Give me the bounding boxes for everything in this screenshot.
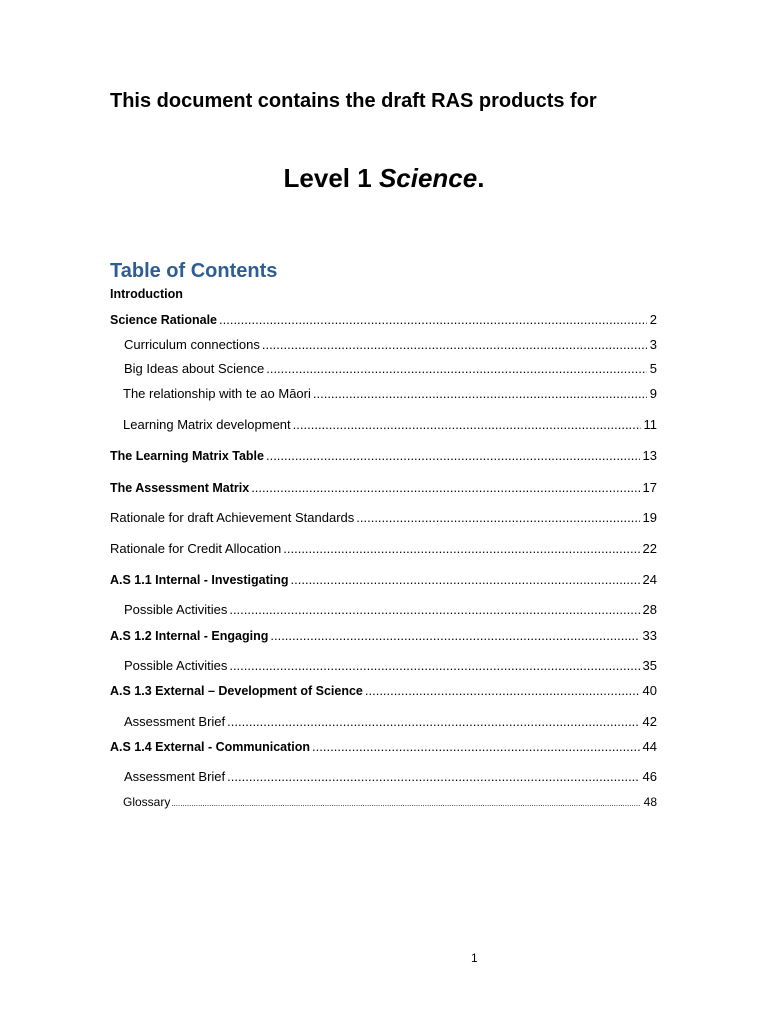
toc-entry-label: Possible Activities (124, 602, 228, 617)
toc-entry-label: The relationship with te ao Māori (123, 386, 311, 401)
toc-entry-label: Big Ideas about Science (124, 361, 265, 376)
toc-entry-page: 24 (642, 572, 657, 587)
toc-dot-leader (171, 796, 640, 812)
toc-dot-leader (365, 683, 640, 699)
toc-entry-rationale-achievement-standards[interactable] (110, 510, 657, 526)
toc-entry-page: 40 (642, 683, 657, 698)
toc-entry-label: Glossary (123, 795, 171, 809)
level-title-subject: Science (378, 163, 478, 193)
toc-dot-leader (266, 361, 647, 377)
toc-entry-assessment-brief-1-4[interactable] (124, 769, 657, 785)
toc-dot-leader (270, 628, 639, 644)
toc-entry-label: A.S 1.1 Internal - Investigating (110, 573, 289, 587)
toc-entry-possible-activities-1-2[interactable] (124, 658, 657, 674)
document-heading: This document contains the draft RAS products for (110, 90, 597, 112)
toc-entry-as-1-4[interactable] (110, 739, 657, 755)
level-title-suffix: . (477, 163, 485, 193)
toc-dot-leader (229, 658, 639, 674)
toc-entry-page: 17 (642, 480, 657, 495)
toc-entry-page: 19 (642, 510, 657, 525)
toc-dot-leader (227, 714, 639, 730)
toc-entry-learning-matrix-development[interactable] (123, 417, 657, 433)
toc-dot-leader (251, 480, 639, 496)
toc-dot-leader (227, 769, 639, 785)
toc-entry-label: A.S 1.2 Internal - Engaging (110, 629, 269, 643)
toc-entry-label: The Learning Matrix Table (110, 449, 264, 463)
toc-entry-introduction[interactable]: Introduction (110, 287, 183, 301)
toc-dot-leader (291, 572, 640, 588)
page-number: 1 (471, 951, 478, 965)
toc-entry-page: 2 (649, 312, 657, 327)
toc-entry-science-rationale[interactable] (110, 312, 657, 328)
toc-dot-leader (313, 386, 647, 402)
toc-dot-leader (266, 448, 640, 464)
level-title-prefix: Level 1 (283, 163, 379, 193)
toc-entry-as-1-3[interactable] (110, 683, 657, 699)
toc-dot-leader (283, 541, 639, 557)
toc-entry-rationale-credit-allocation[interactable] (110, 541, 657, 557)
toc-dot-leader (229, 602, 639, 618)
toc-dot-leader (293, 417, 641, 433)
toc-entry-curriculum-connections[interactable] (124, 337, 657, 353)
toc-dot-leader (356, 510, 639, 526)
toc-entry-page: 42 (642, 714, 657, 729)
toc-entry-label: A.S 1.4 External - Communication (110, 740, 311, 754)
toc-entry-page: 9 (649, 386, 657, 401)
toc-entry-page: 35 (642, 658, 657, 673)
toc-entry-label: A.S 1.3 External – Development of Science (110, 684, 363, 698)
toc-entry-page: 46 (642, 769, 657, 784)
toc-entry-possible-activities-1-1[interactable] (124, 602, 657, 618)
toc-entry-label: The Assessment Matrix (110, 481, 250, 495)
toc-entry-assessment-brief-1-3[interactable] (124, 714, 657, 730)
toc-entry-label: Science Rationale (110, 313, 217, 327)
toc-entry-page: 5 (649, 361, 657, 376)
toc-entry-as-1-2[interactable] (110, 628, 657, 644)
toc-entry-page: 33 (642, 628, 657, 643)
level-title (0, 162, 768, 194)
toc-dot-leader (262, 337, 647, 353)
toc-entry-glossary[interactable] (123, 794, 657, 812)
toc-entry-label: Assessment Brief (124, 714, 226, 729)
toc-dot-leader (219, 312, 647, 328)
toc-entry-as-1-1[interactable] (110, 572, 657, 588)
toc-entry-te-ao-maori[interactable] (123, 386, 657, 402)
toc-entry-page: 13 (642, 448, 657, 463)
toc-entry-big-ideas[interactable] (124, 361, 657, 377)
toc-title: Table of Contents (110, 260, 278, 282)
toc-entry-page: 28 (642, 602, 657, 617)
toc-entry-assessment-matrix[interactable] (110, 480, 657, 496)
toc-entry-label: Rationale for Credit Allocation (110, 541, 282, 556)
toc-entry-page: 48 (643, 795, 657, 809)
toc-entry-label: Learning Matrix development (123, 417, 291, 432)
toc-entry-label: Rationale for draft Achievement Standards (110, 510, 355, 525)
toc-entry-page: 11 (643, 417, 657, 432)
toc-entry-label: Possible Activities (124, 658, 228, 673)
toc-dot-leader (312, 739, 639, 755)
toc-entry-learning-matrix-table[interactable] (110, 448, 657, 464)
toc-entry-label: Assessment Brief (124, 769, 226, 784)
toc-entry-label: Curriculum connections (124, 337, 260, 352)
toc-entry-page: 44 (642, 739, 657, 754)
toc-entry-page: 22 (642, 541, 657, 556)
toc-entry-page: 3 (649, 337, 657, 352)
